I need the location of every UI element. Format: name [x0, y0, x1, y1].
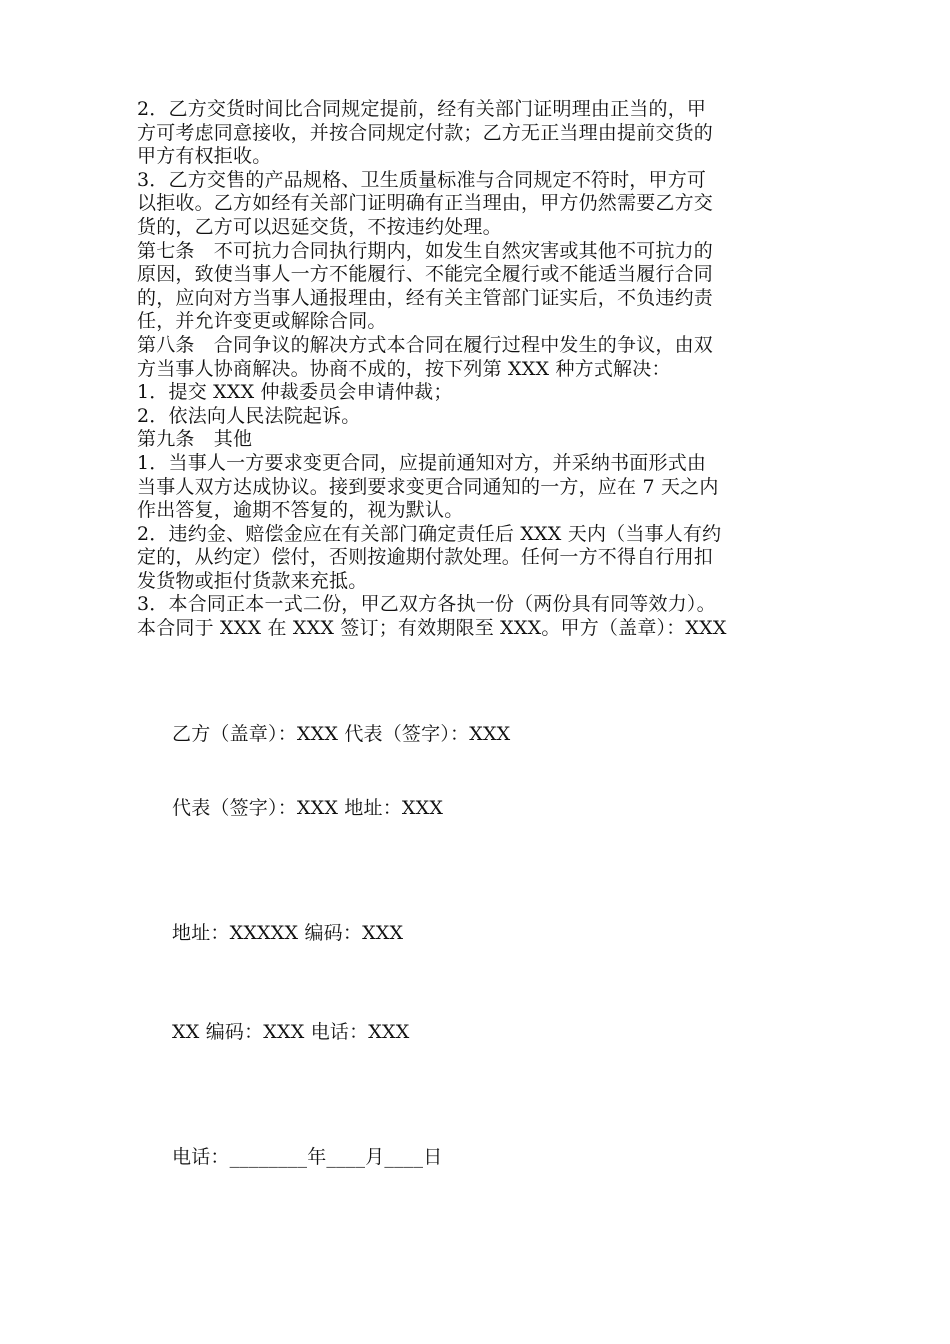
text-line: 本合同于 XXX 在 XXX 签订；有效期限至 XXX。甲方（盖章）：XXX	[137, 617, 727, 640]
text-line: 1．提交 XXX 仲裁委员会申请仲裁；	[137, 381, 453, 404]
text-line: 定的，从约定）偿付，否则按逾期付款处理。任何一方不得自行用扣	[137, 546, 714, 569]
text-line: 3．乙方交售的产品规格、卫生质量标准与合同规定不符时，甲方可	[137, 168, 707, 191]
text-line: 2．违约金、赔偿金应在有关部门确定责任后 XXX 天内（当事人有约	[137, 522, 722, 545]
signature-line-representative: 代表（签字）：XXX 地址：XXX	[172, 797, 444, 819]
text-line: 2．乙方交货时间比合同规定提前，经有关部门证明理由正当的，甲	[137, 98, 707, 120]
text-line: 甲方有权拒收。	[137, 145, 272, 168]
text-line: 作出答复，逾期不答复的，视为默认。	[137, 499, 464, 522]
article-7-heading-line: 第七条 不可抗力合同执行期内，如发生自然灾害或其他不可抗力的	[137, 239, 714, 262]
text-line: 3．本合同正本一式二份，甲乙双方各执一份（两份具有同等效力）。	[137, 593, 716, 616]
signature-line-party-b: 乙方（盖章）：XXX 代表（签字）：XXX	[172, 723, 511, 745]
text-line: 以拒收。乙方如经有关部门证明确有正当理由，甲方仍然需要乙方交	[137, 192, 714, 215]
text-line: 任，并允许变更或解除合同。	[137, 310, 387, 333]
contract-body	[137, 98, 837, 641]
text-line: 原因，致使当事人一方不能履行、不能完全履行或不能适当履行合同	[137, 263, 714, 286]
text-line: 1．当事人一方要求变更合同，应提前通知对方，并采纳书面形式由	[137, 451, 707, 474]
text-line: 发货物或拒付货款来充抵。	[137, 569, 368, 592]
article-9-heading-line: 第九条 其他	[137, 428, 253, 451]
text-line: 货的，乙方可以迟延交货，不按违约处理。	[137, 215, 502, 238]
text-line: 方当事人协商解决。协商不成的，按下列第 XXX 种方式解决：	[137, 357, 671, 380]
signature-line-address: 地址：XXXXX 编码：XXX	[172, 922, 404, 944]
text-line: 方可考虑同意接收，并按合同规定付款；乙方无正当理由提前交货的	[137, 121, 714, 144]
signature-line-phone-date: 电话：________年____月____日	[172, 1146, 443, 1168]
text-line: 2．依法向人民法院起诉。	[137, 404, 361, 427]
signature-line-postcode: XX 编码：XXX 电话：XXX	[172, 1021, 410, 1043]
text-line: 当事人双方达成协议。接到要求变更合同通知的一方，应在 7 天之内	[137, 475, 719, 498]
article-8-heading-line: 第八条 合同争议的解决方式本合同在履行过程中发生的争议，由双	[137, 333, 714, 356]
text-line: 的，应向对方当事人通报理由，经有关主管部门证实后，不负违约责	[137, 286, 714, 309]
